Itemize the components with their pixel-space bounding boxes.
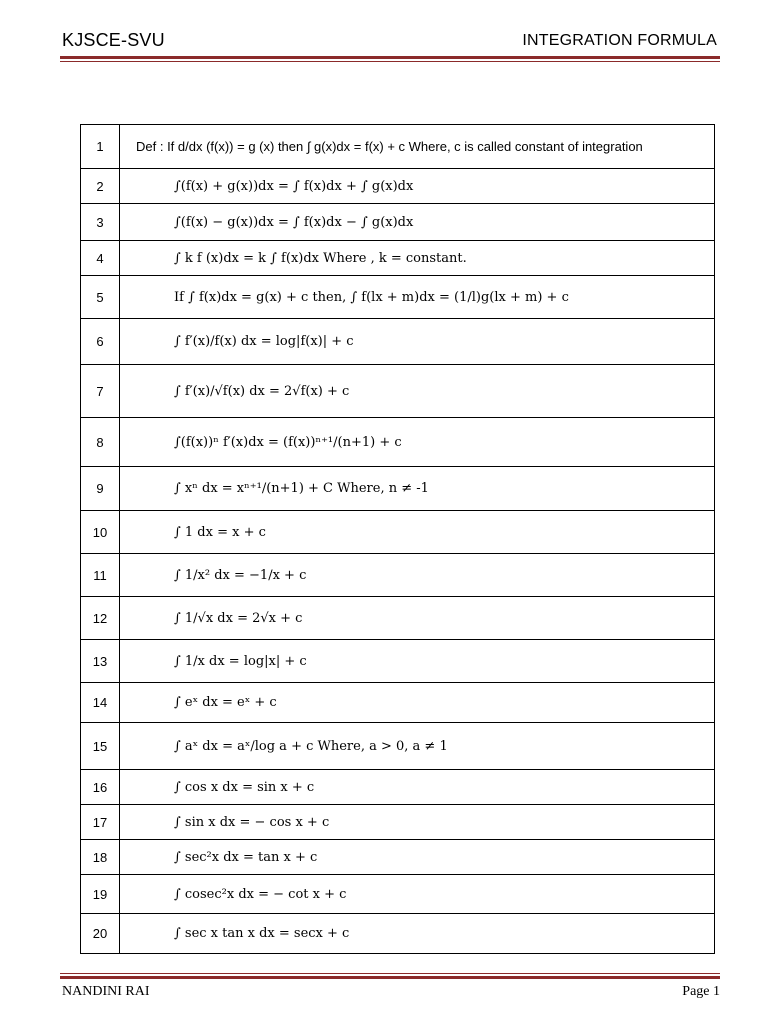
row-number: 20 <box>81 914 120 954</box>
formula-cell: ∫ sec x tan x dx = secx + c <box>120 914 715 954</box>
footer-author: NANDINI RAI <box>62 984 150 999</box>
table-row <box>81 683 715 723</box>
formula-cell: ∫ f′(x)/f(x) dx = log|f(x)| + c <box>120 319 715 365</box>
formula-cell: ∫ cosec²x dx = − cot x + c <box>120 875 715 914</box>
formula-cell: ∫(f(x) − g(x))dx = ∫ f(x)dx − ∫ g(x)dx <box>120 204 715 241</box>
row-number: 18 <box>81 840 120 875</box>
row-number: 13 <box>81 640 120 683</box>
table-row <box>81 125 715 169</box>
table-row <box>81 169 715 204</box>
row-number: 9 <box>81 467 120 511</box>
row-number: 5 <box>81 276 120 319</box>
formula-cell: ∫ eˣ dx = eˣ + c <box>120 683 715 723</box>
table-row <box>81 511 715 554</box>
formula-cell: ∫ sec²x dx = tan x + c <box>120 840 715 875</box>
formula-cell: ∫ aˣ dx = aˣ/log a + c Where, a > 0, a ≠ 1 <box>120 723 715 770</box>
table-row <box>81 805 715 840</box>
row-number: 4 <box>81 241 120 276</box>
formula-cell: ∫ 1/x dx = log|x| + c <box>120 640 715 683</box>
row-number: 15 <box>81 723 120 770</box>
table-row <box>81 276 715 319</box>
formula-cell: ∫ xⁿ dx = xⁿ⁺¹/(n+1) + C Where, n ≠ -1 <box>120 467 715 511</box>
row-number: 12 <box>81 597 120 640</box>
table-row <box>81 319 715 365</box>
page-header <box>62 30 717 56</box>
row-number: 7 <box>81 365 120 418</box>
formula-cell: ∫ 1/x² dx = −1/x + c <box>120 554 715 597</box>
table-row <box>81 204 715 241</box>
formula-cell: ∫(f(x) + g(x))dx = ∫ f(x)dx + ∫ g(x)dx <box>120 169 715 204</box>
formula-cell: ∫ 1 dx = x + c <box>120 511 715 554</box>
header-title: INTEGRATION FORMULA <box>522 32 717 49</box>
formula-cell: ∫(f(x))ⁿ f′(x)dx = (f(x))ⁿ⁺¹/(n+1) + c <box>120 418 715 467</box>
row-number: 10 <box>81 511 120 554</box>
table-row <box>81 914 715 954</box>
row-number: 6 <box>81 319 120 365</box>
row-number: 3 <box>81 204 120 241</box>
row-number: 1 <box>81 125 120 169</box>
table-row <box>81 467 715 511</box>
formula-cell: ∫ 1/√x dx = 2√x + c <box>120 597 715 640</box>
table-row <box>81 770 715 805</box>
table-row <box>81 418 715 467</box>
formula-cell: ∫ k f (x)dx = k ∫ f(x)dx Where , k = constant. <box>120 241 715 276</box>
footer-rule-thick <box>60 976 720 979</box>
row-number: 16 <box>81 770 120 805</box>
formula-cell: ∫ f′(x)/√f(x) dx = 2√f(x) + c <box>120 365 715 418</box>
table-row <box>81 241 715 276</box>
row-number: 11 <box>81 554 120 597</box>
header-rule-thin <box>60 61 720 62</box>
page-number: Page 1 <box>682 984 720 999</box>
table-row <box>81 365 715 418</box>
row-number: 8 <box>81 418 120 467</box>
formula-cell: If ∫ f(x)dx = g(x) + c then, ∫ f(lx + m)dx = (1/l)g(lx + m) + c <box>120 276 715 319</box>
table-row <box>81 640 715 683</box>
table-row <box>81 723 715 770</box>
row-number: 19 <box>81 875 120 914</box>
table-row <box>81 840 715 875</box>
formula-cell: Def : If d/dx (f(x)) = g (x) then ∫ g(x)dx = f(x) + c Where, c is called constant of integration <box>120 125 715 169</box>
header-rule-thick <box>60 56 720 59</box>
formula-cell: ∫ cos x dx = sin x + c <box>120 770 715 805</box>
formula-table <box>80 124 715 954</box>
table-row <box>81 875 715 914</box>
table-row <box>81 597 715 640</box>
formula-cell: ∫ sin x dx = − cos x + c <box>120 805 715 840</box>
row-number: 17 <box>81 805 120 840</box>
table-row <box>81 554 715 597</box>
row-number: 14 <box>81 683 120 723</box>
row-number: 2 <box>81 169 120 204</box>
header-left-text: KJSCE-SVU <box>62 30 165 50</box>
footer-rule-thin <box>60 973 720 974</box>
